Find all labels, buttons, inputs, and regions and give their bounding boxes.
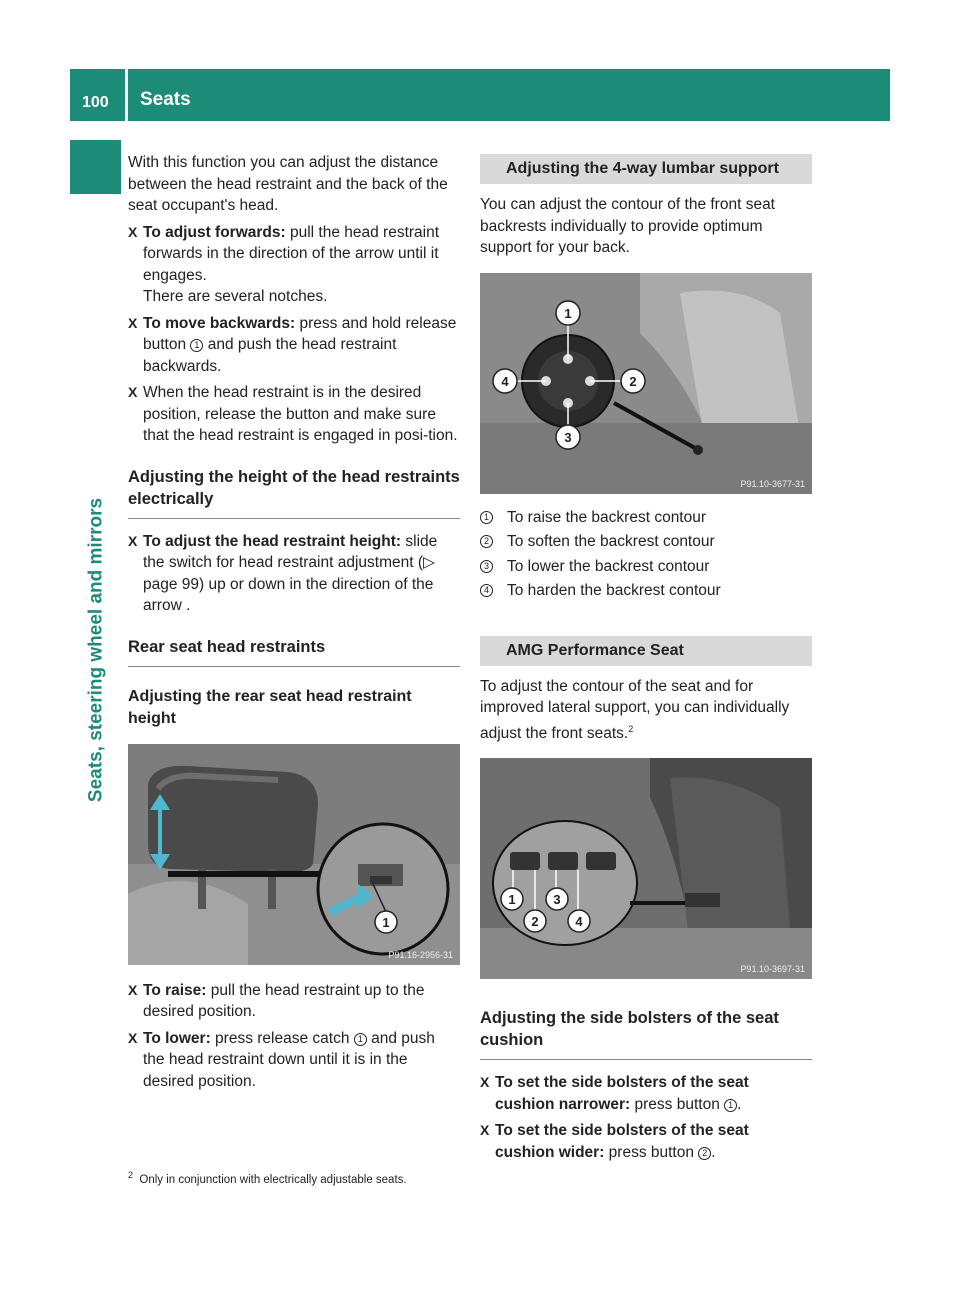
callout-number-icon: 1 <box>190 339 203 352</box>
step-raise: X To raise: pull the head restraint up to the desired position. <box>128 981 425 1020</box>
heading-side-bolsters: Adjusting the side bolsters of the seat cushion <box>480 1007 812 1060</box>
legend-item: 1 To raise the backrest contour <box>480 507 812 529</box>
header-divider <box>125 69 128 121</box>
step-arrow-icon: X <box>128 223 138 240</box>
lumbar-legend <box>480 507 812 602</box>
footnote-ref: 2 <box>628 723 634 734</box>
page-number: 100 <box>82 94 109 111</box>
figure1-code: P91.16-2956-31 <box>388 949 453 960</box>
heading-lumbar: Adjusting the 4-way lumbar support <box>480 154 812 184</box>
step-arrow-icon: X <box>128 384 138 400</box>
header-bar <box>70 69 890 121</box>
callout-number-icon: 4 <box>480 584 493 597</box>
figure3-callout-1: 1 <box>508 892 516 908</box>
step-arrow-icon: X <box>480 1074 490 1091</box>
step-adjust-forwards: X To adjust forwards: pull the head restraint forwards in the direction of the arrow until it engages. There are several notches. <box>128 223 440 305</box>
page-title: Seats <box>140 89 191 110</box>
figure2-code: P91.10-3677-31 <box>740 478 805 489</box>
side-tab <box>70 140 121 194</box>
step-bolsters-narrower: X To set the side bolsters of the seat cushion narrower: press button 1 . <box>480 1074 749 1113</box>
figure2-callout-1: 1 <box>564 305 572 321</box>
heading-rear-seat: Rear seat head restraints <box>128 636 460 667</box>
step-move-backwards: X To move backwards: press and hold release button 1 and push the head restraint backwards. <box>128 314 457 375</box>
heading-amg: AMG Performance Seat <box>480 636 812 666</box>
figure2-callout-3: 3 <box>564 429 572 445</box>
step-arrow-icon: X <box>128 981 138 998</box>
heading-electric-adjust: Adjusting the height of the head restraints electrically <box>128 466 460 519</box>
footnote <box>128 1165 407 1191</box>
step-arrow-icon: X <box>128 1029 138 1046</box>
callout-number-icon: 2 <box>698 1147 711 1160</box>
step-arrow-icon: X <box>128 314 138 331</box>
step-arrow-icon: X <box>480 1122 490 1139</box>
footnote-text: Only in conjunction with electrically adjustable seats. <box>139 1173 407 1186</box>
lumbar-intro: You can adjust the contour of the front seat backrests individually to provide optimum support for your back. <box>480 196 775 256</box>
figure3-callout-3: 3 <box>553 892 561 908</box>
callout-number-icon: 3 <box>480 560 493 573</box>
figure3-callout-4: 4 <box>575 914 583 930</box>
step-bolsters-wider: X To set the side bolsters of the seat cushion wider: press button 2 . <box>480 1122 749 1161</box>
figure3-code: P91.10-3697-31 <box>740 964 805 975</box>
legend-item: 2 To soften the backrest contour <box>480 531 812 553</box>
figure3-callout-2: 2 <box>531 914 539 930</box>
figure2-callout-2: 2 <box>629 373 637 389</box>
figure2-callout-4: 4 <box>501 373 509 389</box>
subheading-rear-height: Adjusting the rear seat head restraint height <box>128 687 412 727</box>
figure-amg-seat <box>480 758 812 979</box>
step-release-button: X When the head restraint is in the desired position, release the button and make sure that the head restraint is engaged in posi-tion. <box>128 384 458 444</box>
callout-number-icon: 1 <box>724 1099 737 1112</box>
amg-intro: To adjust the contour of the seat and for improved lateral support, you can individually adjust the front seats.$^2$ <box>480 677 790 742</box>
legend-item: 3 To lower the backrest contour <box>480 556 812 578</box>
footnote-number: 2 <box>128 1170 134 1180</box>
step-adjust-height: X To adjust the head restraint height: slide the switch for head restraint adjustment (▷ page 99) up or down in the direction of the arrow . <box>128 532 438 614</box>
callout-number-icon: 2 <box>480 535 493 548</box>
side-chapter-label: Seats, steering wheel and mirrors <box>85 497 107 803</box>
callout-number-icon: 1 <box>354 1033 367 1046</box>
step-lower: X To lower: press release catch 1 and push the head restraint down until it is in the desired position. <box>128 1029 435 1090</box>
right-column <box>480 154 812 1168</box>
left-column <box>128 152 460 1097</box>
figure-lumbar-switch <box>480 273 812 494</box>
intro-paragraph: With this function you can adjust the distance between the head restraint and the back of the seat occupant's head. <box>128 154 448 214</box>
figure-rear-head-restraint <box>128 744 460 965</box>
legend-item: 4 To harden the backrest contour <box>480 580 812 602</box>
step-arrow-icon: X <box>128 532 138 549</box>
callout-number-icon: 1 <box>480 511 493 524</box>
page-reference-icon: ▷ <box>423 554 435 571</box>
figure1-callout: 1 <box>382 914 390 930</box>
